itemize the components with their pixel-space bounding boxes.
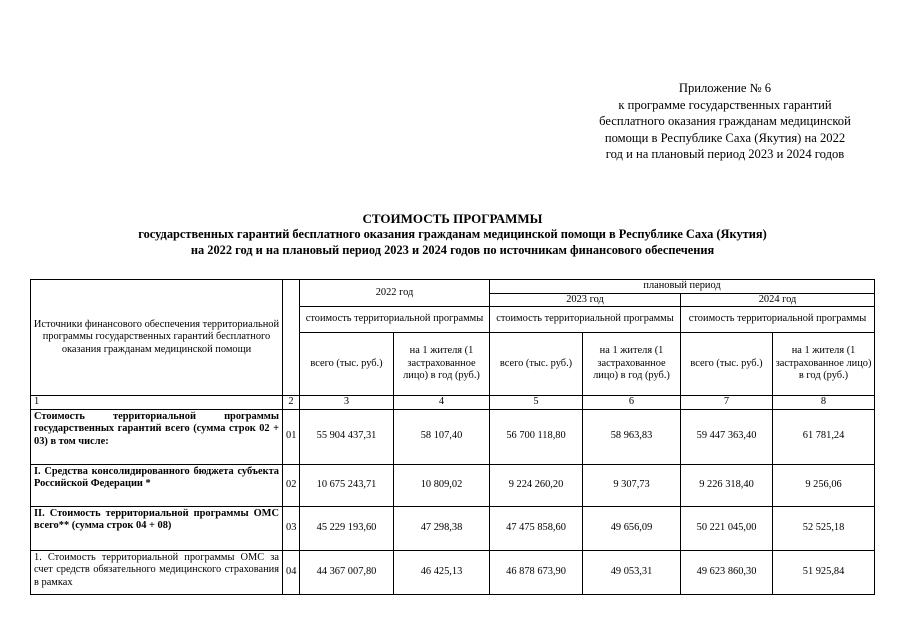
column-number: 5 [490, 396, 583, 410]
table-row [31, 550, 875, 594]
appendix-line: год и на плановый период 2023 и 2024 годов [605, 147, 845, 162]
column-number: 4 [394, 396, 490, 410]
column-number: 6 [583, 396, 681, 410]
header-year-2024: 2024 год [681, 293, 875, 307]
row-code: 02 [283, 464, 300, 506]
header-total-2024: всего (тыс. руб.) [681, 333, 773, 396]
row-label: II. Стоимость территориальной программы ОМС всего** (сумма строк 04 + 08) [31, 506, 283, 550]
total-2023: 47 475 858,60 [490, 506, 583, 550]
title-line-3: на 2022 год и на плановый период 2023 и 2024 годов по источникам финансового обеспечения [190, 242, 715, 257]
header-sources: Источники финансового обеспечения территориальной программы государственных гарантий бесплатного оказания гражданам медицинской помощи [31, 280, 283, 396]
total-2024: 50 221 045,00 [681, 506, 773, 550]
per-capita-2024: 9 256,06 [773, 464, 875, 506]
total-2022: 44 367 007,80 [300, 550, 394, 594]
header-year-2022: 2022 год [300, 280, 490, 307]
per-capita-2022: 58 107,40 [394, 409, 490, 464]
per-capita-2024: 51 925,84 [773, 550, 875, 594]
title-line-2: государственных гарантий бесплатного оказания гражданам медицинской помощи в Республике Саха (Якутия) [138, 226, 767, 241]
row-code: 01 [283, 409, 300, 464]
title-line-1: СТОИМОСТЬ ПРОГРАММЫ [362, 211, 543, 226]
per-capita-2023: 58 963,83 [583, 409, 681, 464]
total-2024: 49 623 860,30 [681, 550, 773, 594]
appendix-line: помощи в Республике Саха (Якутия) на 2022 [604, 130, 846, 145]
total-2024: 59 447 363,40 [681, 409, 773, 464]
total-2022: 10 675 243,71 [300, 464, 394, 506]
per-capita-2023: 49 053,31 [583, 550, 681, 594]
program-cost-table [30, 279, 875, 595]
header-per-capita-2023: на 1 жителя (1 застрахованное лицо) в год (руб.) [583, 333, 681, 396]
row-code: 04 [283, 550, 300, 594]
total-2023: 46 878 673,90 [490, 550, 583, 594]
column-number: 8 [773, 396, 875, 410]
column-number: 1 [31, 396, 283, 410]
total-2022: 55 904 437,31 [300, 409, 394, 464]
header-per-capita-2024: на 1 жителя (1 застрахованное лицо) в год (руб.) [773, 333, 875, 396]
header-cost-2024: стоимость территориальной программы [681, 307, 875, 333]
total-2024: 9 226 318,40 [681, 464, 773, 506]
row-label: I. Средства консолидированного бюджета субъекта Российской Федерации * [31, 464, 283, 506]
column-number: 3 [300, 396, 394, 410]
per-capita-2024: 61 781,24 [773, 409, 875, 464]
appendix-line: Приложение № 6 [678, 81, 772, 95]
appendix-line: к программе государственных гарантий [618, 97, 832, 112]
document-title [0, 211, 905, 258]
row-label: 1. Стоимость территориальной программы ОМС за счет средств обязательного медицинского страхования в рамках [31, 550, 283, 594]
header-per-capita-2022: на 1 жителя (1 застрахованное лицо) в год (руб.) [394, 333, 490, 396]
row-code: 03 [283, 506, 300, 550]
table-row [31, 464, 875, 506]
column-number: 7 [681, 396, 773, 410]
per-capita-2022: 10 809,02 [394, 464, 490, 506]
header-year-2023: 2023 год [490, 293, 681, 307]
total-2023: 56 700 118,80 [490, 409, 583, 464]
table-row [31, 409, 875, 464]
header-total-2023: всего (тыс. руб.) [490, 333, 583, 396]
row-label: Стоимость территориальной программы государственных гарантий всего (сумма строк 02 + 03) в том числе: [31, 409, 283, 464]
table-row [31, 506, 875, 550]
appendix-block [545, 80, 905, 163]
header-planned-period: плановый период [490, 280, 875, 294]
per-capita-2022: 47 298,38 [394, 506, 490, 550]
total-2023: 9 224 260,20 [490, 464, 583, 506]
per-capita-2024: 52 525,18 [773, 506, 875, 550]
header-cost-2022: стоимость территориальной программы [300, 307, 490, 333]
per-capita-2023: 49 656,09 [583, 506, 681, 550]
total-2022: 45 229 193,60 [300, 506, 394, 550]
header-total-2022: всего (тыс. руб.) [300, 333, 394, 396]
appendix-line: бесплатного оказания гражданам медицинской [599, 114, 851, 129]
per-capita-2023: 9 307,73 [583, 464, 681, 506]
column-number: 2 [283, 396, 300, 410]
header-row-code [283, 280, 300, 396]
per-capita-2022: 46 425,13 [394, 550, 490, 594]
header-cost-2023: стоимость территориальной программы [490, 307, 681, 333]
